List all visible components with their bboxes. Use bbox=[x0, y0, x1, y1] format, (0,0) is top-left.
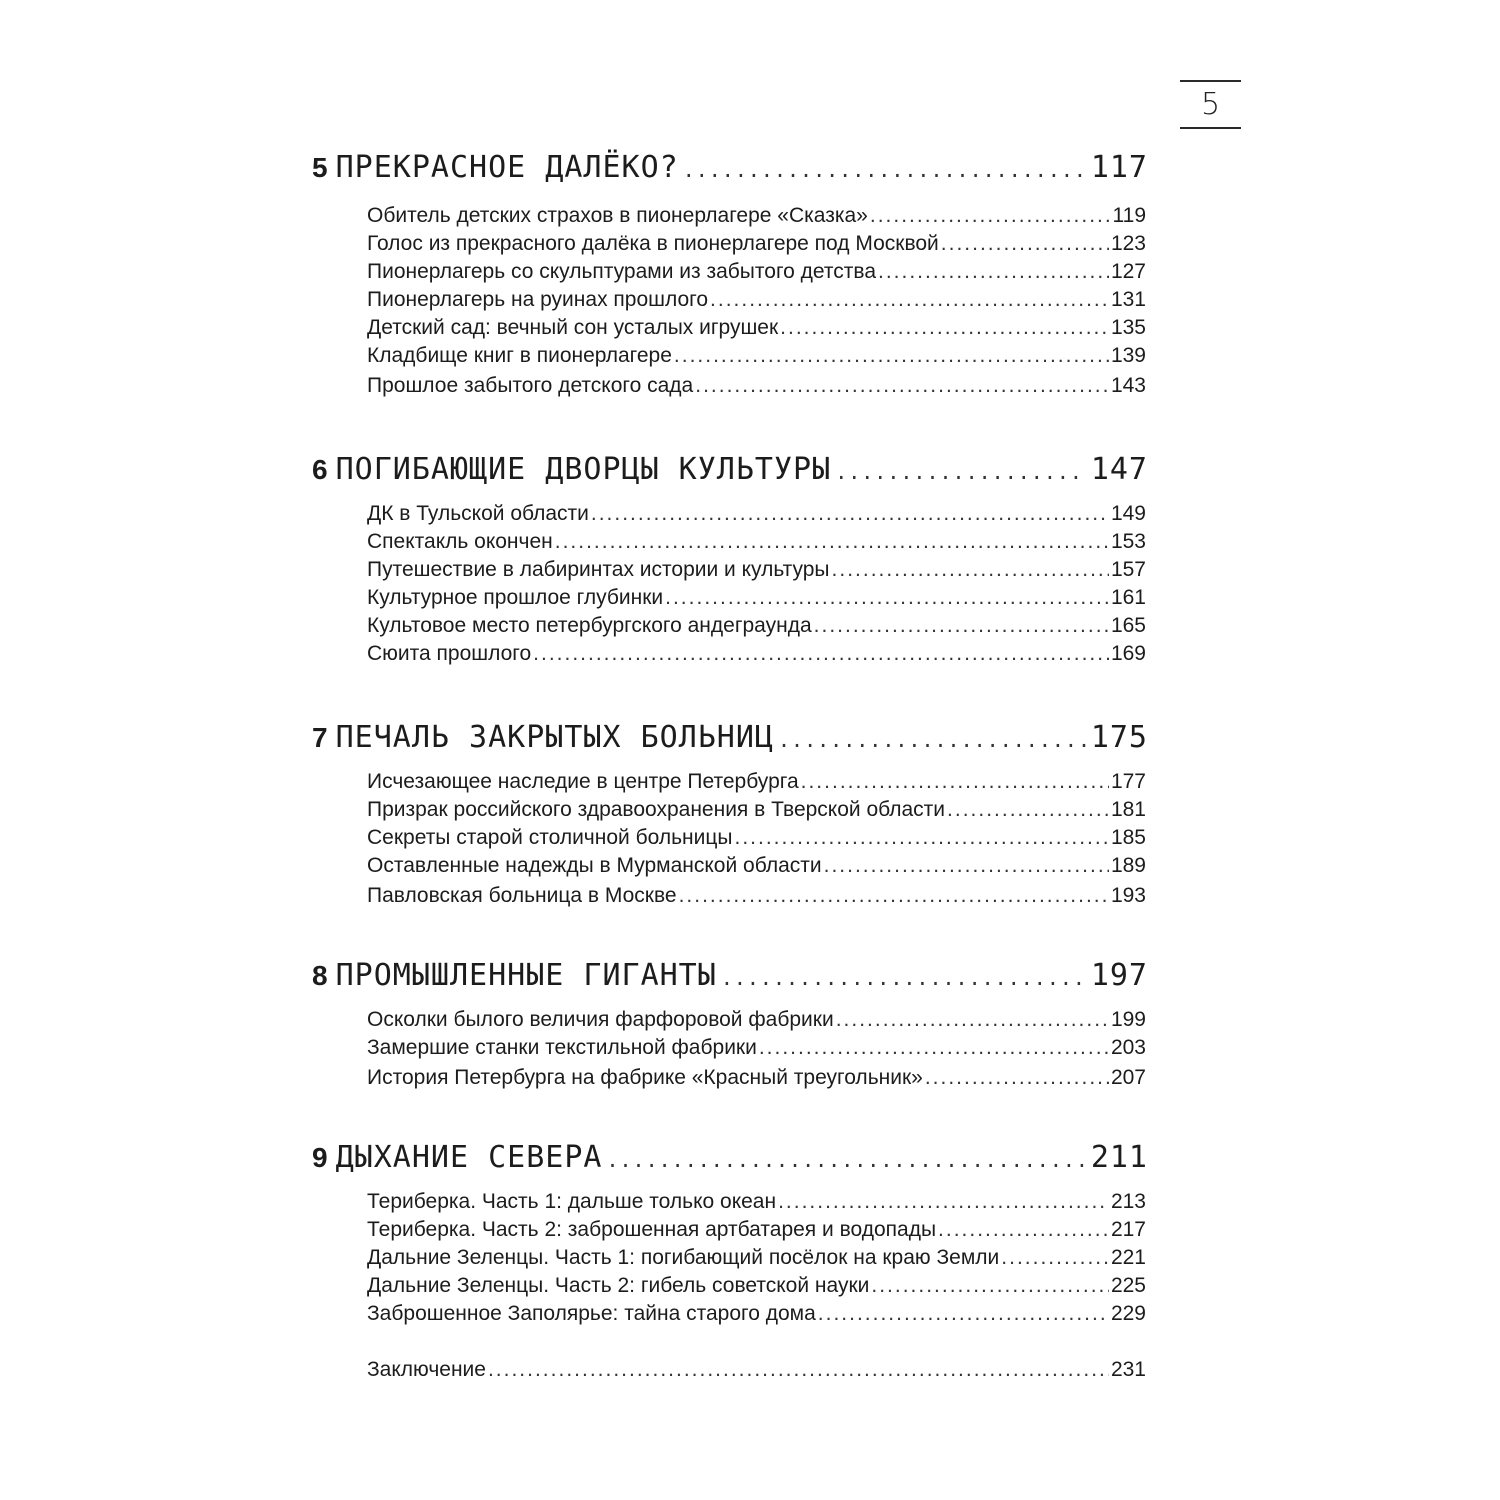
entry-page: 203 bbox=[1110, 1036, 1146, 1059]
entry-title: Павловская больница в Москве bbox=[367, 884, 677, 907]
entry-title: Пионерлагерь на руинах прошлого bbox=[367, 288, 709, 311]
toc-entry[interactable] bbox=[367, 1008, 1146, 1036]
dot-leader bbox=[695, 374, 1109, 398]
dot-leader bbox=[824, 854, 1109, 878]
entry-title: Дальние Зеленцы. Часть 1: погибающий посёлок на краю Земли bbox=[367, 1246, 1000, 1269]
chapter-page: 211 bbox=[1090, 1140, 1148, 1175]
entry-page: 199 bbox=[1110, 1008, 1146, 1031]
toc-entry[interactable] bbox=[367, 1274, 1146, 1302]
toc-entry[interactable] bbox=[367, 586, 1146, 614]
chapter-page: 197 bbox=[1090, 958, 1148, 993]
chapter-entries bbox=[367, 502, 1146, 670]
entry-title: Исчезающее наследие в центре Петербурга bbox=[367, 770, 799, 793]
toc-entry[interactable] bbox=[367, 1246, 1146, 1274]
entry-title: Дальние Зеленцы. Часть 2: гибель советской науки bbox=[367, 1274, 870, 1297]
entry-page: 207 bbox=[1110, 1066, 1146, 1089]
entry-page: 119 bbox=[1112, 204, 1146, 227]
dot-leader bbox=[925, 1066, 1109, 1090]
entry-page: 189 bbox=[1110, 854, 1146, 877]
entry-title: Териберка. Часть 1: дальше только океан bbox=[367, 1190, 777, 1213]
toc-entry[interactable] bbox=[367, 558, 1146, 586]
toc-entry[interactable] bbox=[367, 502, 1146, 530]
dot-leader bbox=[533, 642, 1109, 666]
toc-entry[interactable] bbox=[367, 1036, 1146, 1064]
toc-entry[interactable] bbox=[367, 344, 1146, 372]
entry-title: Секреты старой столичной больницы bbox=[367, 826, 733, 849]
chapter-5 bbox=[312, 150, 1148, 402]
toc-entry[interactable] bbox=[367, 374, 1146, 402]
toc-entry[interactable] bbox=[367, 854, 1146, 882]
entry-title: Спектакль окончен bbox=[367, 530, 553, 553]
toc-entry[interactable] bbox=[367, 642, 1146, 670]
toc-entry[interactable] bbox=[367, 770, 1146, 798]
chapter-entries bbox=[367, 1008, 1146, 1094]
entry-title: Обитель детских страхов в пионерлагере «Сказка» bbox=[367, 204, 868, 227]
dot-leader bbox=[938, 1218, 1109, 1242]
entry-page: 165 bbox=[1110, 614, 1146, 637]
dot-leader bbox=[941, 232, 1109, 256]
dot-leader bbox=[835, 460, 1087, 484]
entry-page: 193 bbox=[1110, 884, 1146, 907]
entry-page: 123 bbox=[1110, 232, 1146, 255]
chapter-title: ПРЕКРАСНОЕ ДАЛЁКО? bbox=[335, 150, 679, 185]
toc-entry[interactable] bbox=[367, 884, 1146, 912]
entry-page: 131 bbox=[1110, 288, 1146, 311]
entry-page: 135 bbox=[1110, 316, 1146, 339]
entry-page: 161 bbox=[1110, 586, 1146, 609]
dot-leader bbox=[665, 586, 1109, 610]
dot-leader bbox=[832, 558, 1109, 582]
dot-leader bbox=[674, 344, 1109, 368]
entry-page: 177 bbox=[1110, 770, 1146, 793]
entry-title: Сюита прошлого bbox=[367, 642, 532, 665]
entry-page: 157 bbox=[1110, 558, 1146, 581]
dot-leader bbox=[679, 884, 1109, 908]
chapter-8 bbox=[312, 958, 1148, 1094]
toc-entry[interactable] bbox=[367, 826, 1146, 854]
toc-entry[interactable] bbox=[367, 316, 1146, 344]
entry-title: Заключение bbox=[367, 1358, 486, 1381]
dot-leader bbox=[555, 530, 1109, 554]
chapter-number: 7 bbox=[312, 722, 328, 753]
entry-title: Культурное прошлое глубинки bbox=[367, 586, 664, 609]
chapter-entries bbox=[367, 770, 1146, 912]
dot-leader bbox=[778, 728, 1087, 752]
entry-title: Призрак российского здравоохранения в Тверской области bbox=[367, 798, 946, 821]
entry-title: Осколки былого величия фарфоровой фабрики bbox=[367, 1008, 834, 1031]
entry-title: Прошлое забытого детского сада bbox=[367, 374, 694, 397]
entry-page: 213 bbox=[1110, 1190, 1146, 1213]
toc-entry-conclusion[interactable] bbox=[367, 1358, 1146, 1386]
chapter-title: ПЕЧАЛЬ ЗАКРЫТЫХ БОЛЬНИЦ bbox=[335, 720, 774, 755]
dot-leader bbox=[606, 1148, 1086, 1172]
chapter-title: ПРОМЫШЛЕННЫЕ ГИГАНТЫ bbox=[335, 958, 717, 993]
chapter-9 bbox=[312, 1140, 1148, 1386]
toc-entry[interactable] bbox=[367, 232, 1146, 260]
chapter-page: 147 bbox=[1090, 452, 1148, 487]
table-of-contents bbox=[312, 150, 1148, 1386]
entry-page: 221 bbox=[1110, 1246, 1146, 1269]
toc-entry[interactable] bbox=[367, 260, 1146, 288]
entry-page: 143 bbox=[1110, 374, 1146, 397]
entry-page: 139 bbox=[1110, 344, 1146, 367]
dot-leader bbox=[878, 260, 1109, 284]
dot-leader bbox=[710, 288, 1109, 312]
entry-title: Культовое место петербургского андеграунда bbox=[367, 614, 812, 637]
dot-leader bbox=[759, 1036, 1109, 1060]
entry-page: 217 bbox=[1110, 1218, 1146, 1241]
entry-title: Заброшенное Заполярье: тайна старого дома bbox=[367, 1302, 816, 1325]
dot-leader bbox=[591, 502, 1109, 526]
dot-leader bbox=[780, 316, 1109, 340]
dot-leader bbox=[721, 966, 1087, 990]
toc-entry[interactable] bbox=[367, 1218, 1146, 1246]
chapter-heading[interactable] bbox=[312, 720, 1148, 770]
chapter-page: 175 bbox=[1090, 720, 1148, 755]
dot-leader bbox=[814, 614, 1109, 638]
chapter-entries bbox=[367, 204, 1146, 402]
entry-title: Кладбище книг в пионерлагере bbox=[367, 344, 672, 367]
dot-leader bbox=[683, 158, 1087, 182]
chapter-7 bbox=[312, 720, 1148, 912]
chapter-6 bbox=[312, 452, 1148, 670]
toc-entry[interactable] bbox=[367, 614, 1146, 642]
chapter-title: ПОГИБАЮЩИЕ ДВОРЦЫ КУЛЬТУРЫ bbox=[335, 452, 832, 487]
toc-entry[interactable] bbox=[367, 1302, 1146, 1330]
entry-page: 153 bbox=[1110, 530, 1146, 553]
entry-page: 185 bbox=[1110, 826, 1146, 849]
entry-page: 225 bbox=[1110, 1274, 1146, 1297]
entry-title: Голос из прекрасного далёка в пионерлагере под Москвой bbox=[367, 232, 939, 255]
toc-entry[interactable] bbox=[367, 204, 1146, 232]
chapter-heading[interactable] bbox=[312, 452, 1148, 502]
chapter-page: 117 bbox=[1090, 150, 1148, 185]
entry-title: История Петербурга на фабрике «Красный треугольник» bbox=[367, 1066, 923, 1089]
toc-entry[interactable] bbox=[367, 288, 1146, 316]
chapter-number: 5 bbox=[312, 152, 328, 183]
entry-title: Териберка. Часть 2: заброшенная артбатарея и водопады bbox=[367, 1218, 937, 1241]
entry-title: Пионерлагерь со скульптурами из забытого детства bbox=[367, 260, 876, 283]
dot-leader bbox=[947, 798, 1109, 822]
chapter-entries bbox=[367, 1190, 1146, 1386]
entry-title: Оставленные надежды в Мурманской области bbox=[367, 854, 822, 877]
dot-leader bbox=[818, 1302, 1109, 1326]
dot-leader bbox=[801, 770, 1109, 794]
chapter-number: 9 bbox=[312, 1142, 328, 1173]
entry-page: 169 bbox=[1110, 642, 1146, 665]
toc-entry[interactable] bbox=[367, 1190, 1146, 1218]
toc-entry[interactable] bbox=[367, 1066, 1146, 1094]
toc-entry[interactable] bbox=[367, 530, 1146, 558]
dot-leader bbox=[836, 1008, 1109, 1032]
entry-page: 181 bbox=[1110, 798, 1146, 821]
dot-leader bbox=[734, 826, 1108, 850]
entry-page: 231 bbox=[1110, 1358, 1146, 1381]
entry-title: Путешествие в лабиринтах истории и культуры bbox=[367, 558, 830, 581]
chapter-number: 6 bbox=[312, 454, 328, 485]
dot-leader bbox=[778, 1190, 1109, 1214]
dot-leader bbox=[488, 1358, 1109, 1382]
entry-title: Детский сад: вечный сон усталых игрушек bbox=[367, 316, 779, 339]
toc-entry[interactable] bbox=[367, 798, 1146, 826]
entry-title: Замершие станки текстильной фабрики bbox=[367, 1036, 757, 1059]
entry-page: 229 bbox=[1110, 1302, 1146, 1325]
chapter-heading[interactable] bbox=[312, 958, 1148, 1008]
page-number: 5 bbox=[1180, 80, 1241, 129]
dot-leader bbox=[871, 1274, 1109, 1298]
entry-title: ДК в Тульской области bbox=[367, 502, 589, 525]
dot-leader bbox=[870, 204, 1111, 228]
entry-page: 149 bbox=[1110, 502, 1146, 525]
chapter-title: ДЫХАНИЕ СЕВЕРА bbox=[335, 1140, 603, 1175]
chapter-number: 8 bbox=[312, 960, 328, 991]
entry-page: 127 bbox=[1110, 260, 1146, 283]
chapter-heading[interactable] bbox=[312, 1140, 1148, 1190]
chapter-heading[interactable] bbox=[312, 150, 1148, 200]
dot-leader bbox=[1001, 1246, 1109, 1270]
